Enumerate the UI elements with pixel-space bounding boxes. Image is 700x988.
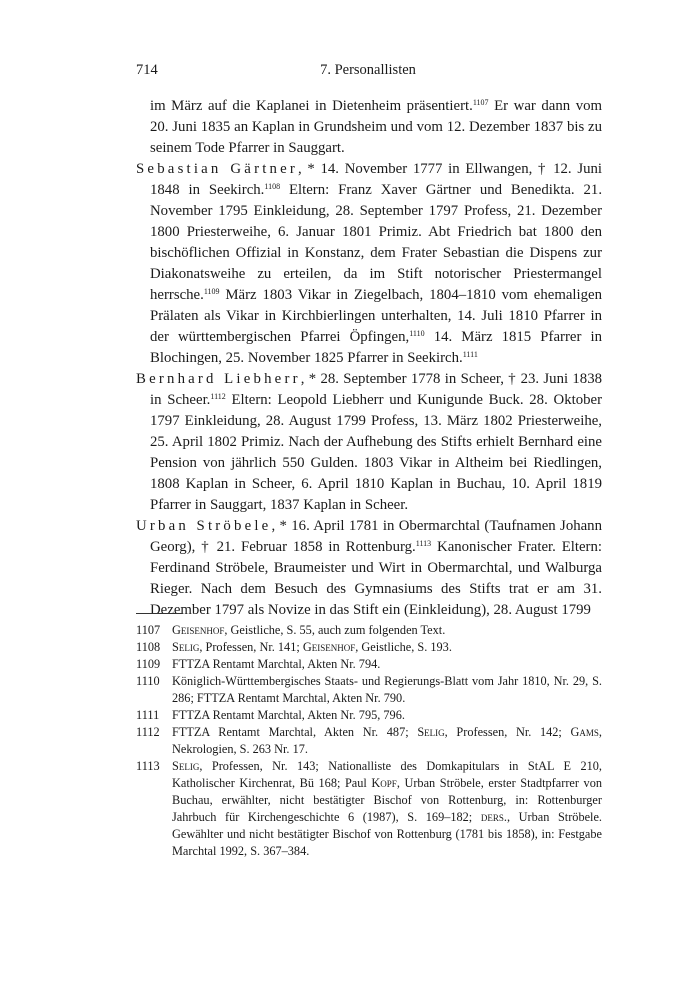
footnote-number: 1108 [136, 640, 161, 654]
footnote-ref: 1113 [415, 539, 432, 548]
footnote-number: 1107 [136, 623, 161, 637]
footnote-number: 1112 [136, 725, 160, 739]
entry-name: Bernhard Liebherr [136, 371, 301, 387]
page-header [136, 62, 600, 82]
entry-gaertner: Sebastian Gärtner, * 14. November 1777 in Ellwangen, † 12. Juni 1848 in Seekirch.$^{1108}$ Eltern: Franz Xaver Gärtner und Benedikta. 21. November 1795 Einkleidung, 28. September 1797 Profess, 21. Dezember 1800 Priesterweihe, 6. Januar 1801 Primiz. Abt Friedrich bat 1800 den bischöflichen Offizial in Konstanz, dem Frater Sebastian die Dispens zur Diakonatsweihe zu erteilen, da im Stift notorischer Priestermangel herrsche.$^{1109}$ März 1803 Vikar in Ziegelbach, 1804–1810 vom ehemaligen Prälaten als Vikar in Kirchbierlingen unterhalten, 14. Juli 1810 Pfarrer in der württembergischen Pfarrei Öpfingen,$^{1110}$ 14. März 1815 Pfarrer in Blochingen, 25. November 1825 Pfarrer in Seekirch.$^{1111}$ [136, 161, 603, 366]
paragraph-continuation: im März auf die Kaplanei in Dietenheim präsentiert.$^{1107}$ Er war dann vom 20. Juni 1835 an Kaplan in Grundsheim und vom 12. Dezember 1837 bis zu seinem Tode Pfarrer in Sauggart. [150, 98, 603, 156]
footnote-ref: 1107 [472, 98, 489, 107]
footnote-number: 1110 [136, 674, 160, 688]
entry-stroebele: Urban Ströbele, * 16. April 1781 in Obermarchtal (Taufnamen Johann Georg), † 21. Februar 1858 in Rottenburg.$^{1113}$ Kanonischer Frater. Eltern: Ferdinand Ströbele, Braumeister und Wirt in Obermarchtal, und Walburga Rieger. Nach dem Besuch des Gymnasiums des Stifts trat er am 31. Dezember 1797 als Novize in das Stift ein (Einkleidung), 28. August 1799 [136, 518, 602, 618]
footnote-number: 1113 [136, 759, 160, 773]
page-number: 714 [136, 62, 158, 78]
footnote-number: 1109 [136, 657, 161, 671]
footnote-ref: 1111 [462, 350, 478, 359]
footnote-ref: 1109 [203, 287, 220, 296]
footnote: 1108 Selig, Professen, Nr. 141; Geisenhof, Geistliche, S. 193. [136, 640, 452, 654]
footnote: 1111 FTTZA Rentamt Marchtal, Akten Nr. 795, 796. [136, 708, 405, 722]
footnote: 1107 Geisenhof, Geistliche, S. 55, auch zum folgenden Text. [136, 623, 446, 637]
entry-name: Sebastian Gärtner [136, 161, 298, 177]
footnote-divider [136, 613, 182, 614]
entry-name: Urban Ströbele [136, 518, 272, 534]
main-text [136, 96, 602, 621]
footnotes [136, 622, 602, 860]
footnote-ref: 1110 [409, 329, 425, 338]
footnote-ref: 1112 [210, 392, 226, 401]
footnote: 1109 FTTZA Rentamt Marchtal, Akten Nr. 794. [136, 657, 381, 671]
footnote: 1110 Königlich-Württembergisches Staats- und Regierungs-Blatt vom Jahr 1810, Nr. 29, S. 286; FTTZA Rentamt Marchtal, Akten Nr. 790. [136, 674, 602, 705]
running-head: 7. Personallisten [320, 62, 416, 78]
entry-liebherr: Bernhard Liebherr, * 28. September 1778 in Scheer, † 23. Juni 1838 in Scheer.$^{1112}$ Eltern: Leopold Liebherr und Kunigunde Buck. 28. Oktober 1797 Einkleidung, 28. August 1799 Profess, 13. März 1802 Priesterweihe, 25. April 1802 Primiz. Nach der Aufhebung des Stifts erhielt Bernhard eine Pension von jährlich 550 Gulden. 1803 Vikar in Altheim bei Riedlingen, 1808 Kaplan in Scheer, 6. April 1810 Kaplan in Buchau, 10. April 1819 Pfarrer in Sauggart, 1837 Kaplan in Scheer. [136, 371, 602, 513]
footnote-ref: 1108 [264, 182, 281, 191]
footnote: 1113 Selig, Professen, Nr. 143; Nationalliste des Domkapitulars in StAL E 210, Katholischer Kirchenrat, Bü 168; Paul Kopf, Urban Ströbele, erster Stadtpfarrer von Buchau, erwählter, nicht bestätigter Bischof von Rottenburg, in: Rottenburger Jahrbuch für Kirchengeschichte 6 (1987), S. 169–182; ders., Urban Ströbele. Gewählter und nicht bestätigter Bischof von Rottenburg (1781 bis 1858), in: Festgabe Marchtal 1992, S. 367–384. [136, 759, 603, 858]
footnote: 1112 FTTZA Rentamt Marchtal, Akten Nr. 487; Selig, Professen, Nr. 142; Gams, Nekrologien, S. 263 Nr. 17. [136, 725, 602, 756]
footnote-number: 1111 [136, 708, 160, 722]
